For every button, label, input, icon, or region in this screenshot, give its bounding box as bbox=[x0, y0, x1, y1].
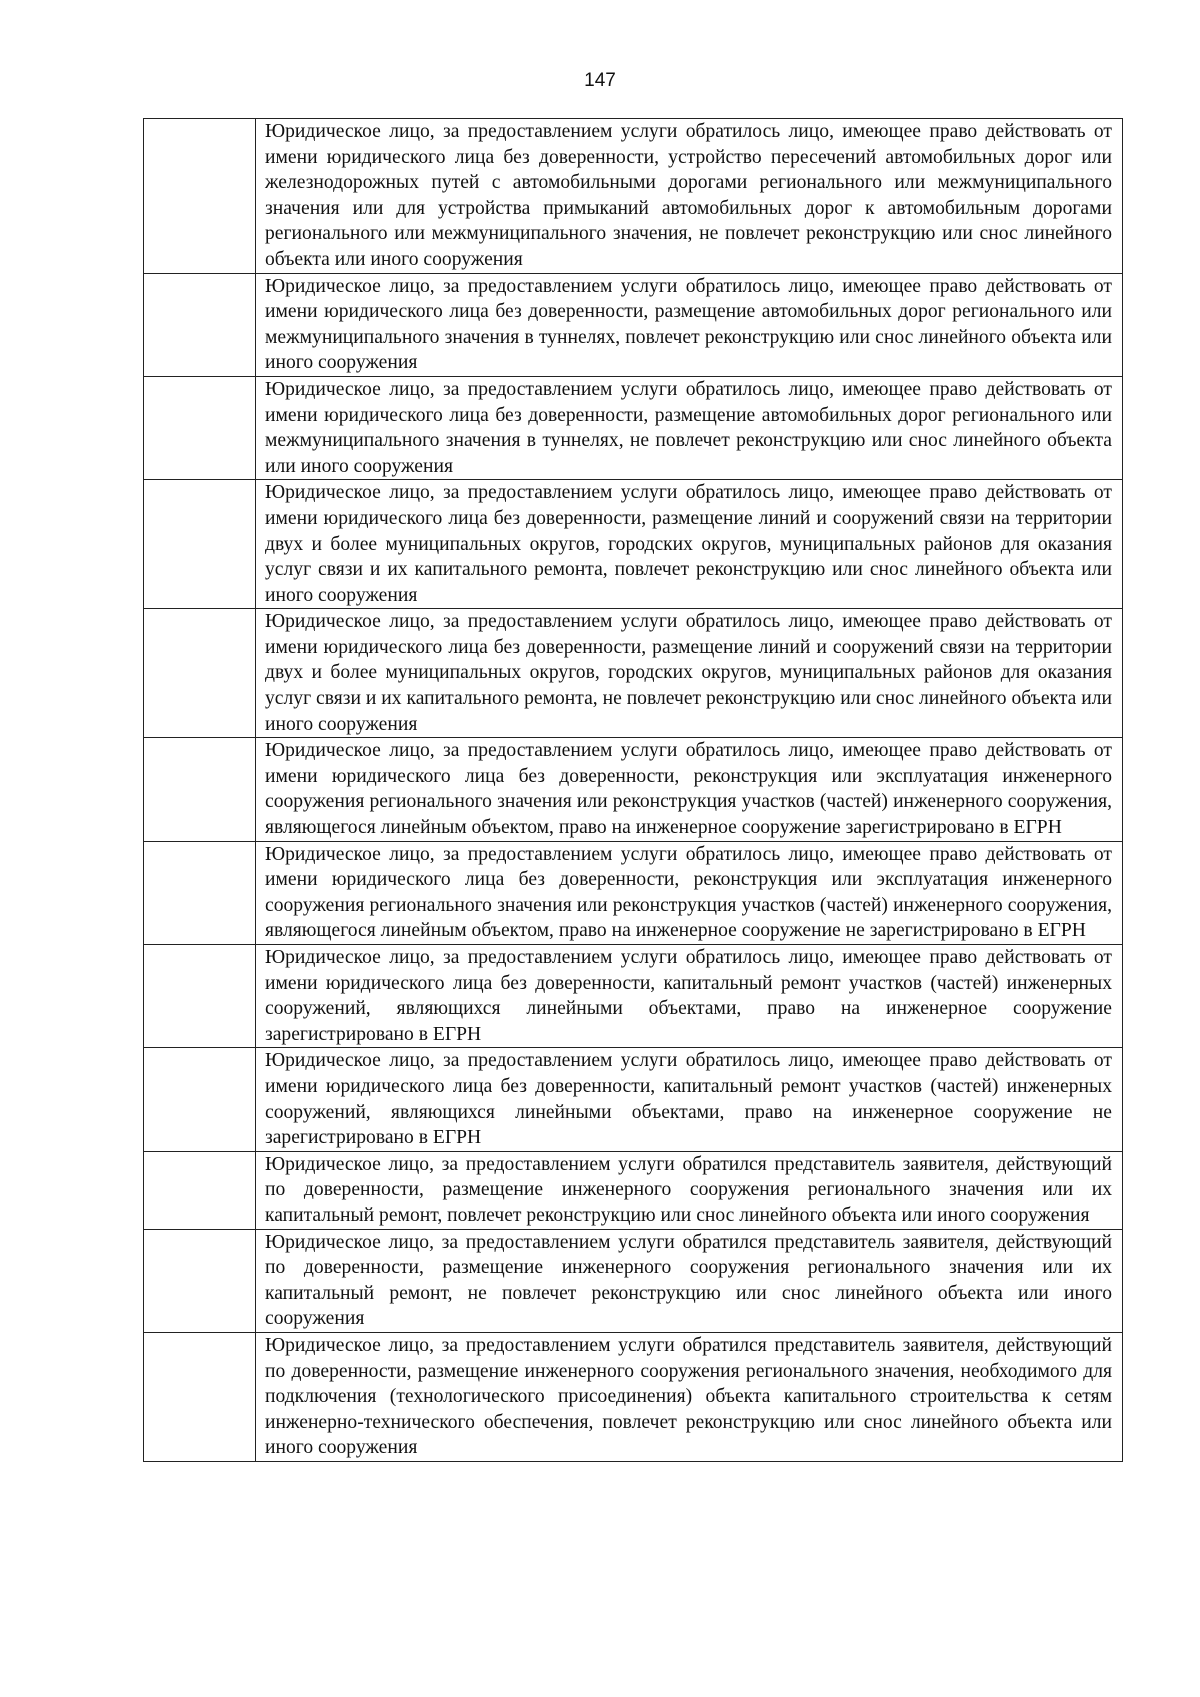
row-code-cell bbox=[144, 1151, 256, 1229]
row-description-cell: Юридическое лицо, за предоставлением услуги обратилось лицо, имеющее право действовать от имени юридического лица без доверенности, размещение линий и сооружений связи на территории двух и более муниципальных округов, городских округов, муниципальных районов для оказания услуг связи и их капитального ремонта, не повлечет реконструкцию или снос линейного объекта или иного сооружения bbox=[256, 609, 1123, 738]
table-row bbox=[144, 841, 1123, 944]
row-code-cell bbox=[144, 1332, 256, 1461]
table-row bbox=[144, 273, 1123, 376]
row-code-cell bbox=[144, 273, 256, 376]
table-row bbox=[144, 1151, 1123, 1229]
row-code-cell bbox=[144, 609, 256, 738]
row-code-cell bbox=[144, 841, 256, 944]
row-description-cell: Юридическое лицо, за предоставлением услуги обратилось лицо, имеющее право действовать от имени юридического лица без доверенности, размещение линий и сооружений связи на территории двух и более муниципальных округов, городских округов, муниципальных районов для оказания услуг связи и их капитального ремонта, повлечет реконструкцию или снос линейного объекта или иного сооружения bbox=[256, 480, 1123, 609]
row-code-cell bbox=[144, 945, 256, 1048]
row-description-cell: Юридическое лицо, за предоставлением услуги обратилось лицо, имеющее право действовать от имени юридического лица без доверенности, размещение автомобильных дорог регионального или межмуниципального значения в туннелях, повлечет реконструкцию или снос линейного объекта или иного сооружения bbox=[256, 273, 1123, 376]
row-code-cell bbox=[144, 119, 256, 274]
row-description-cell: Юридическое лицо, за предоставлением услуги обратился представитель заявителя, действующий по доверенности, размещение инженерного сооружения регионального значения, необходимого для подключения (технологического присоединения) объекта капитального строительства к сетям инженерно-технического обеспечения, повлечет реконструкцию или снос линейного объекта или иного сооружения bbox=[256, 1332, 1123, 1461]
row-code-cell bbox=[144, 738, 256, 841]
table-row bbox=[144, 1048, 1123, 1151]
row-code-cell bbox=[144, 1229, 256, 1332]
row-description-cell: Юридическое лицо, за предоставлением услуги обратилось лицо, имеющее право действовать от имени юридического лица без доверенности, размещение автомобильных дорог регионального или межмуниципального значения в туннелях, не повлечет реконструкцию или снос линейного объекта или иного сооружения bbox=[256, 376, 1123, 479]
table-row bbox=[144, 1229, 1123, 1332]
row-description-cell: Юридическое лицо, за предоставлением услуги обратилось лицо, имеющее право действовать от имени юридического лица без доверенности, капитальный ремонт участков (частей) инженерных сооружений, являющихся линейными объектами, право на инженерное сооружение зарегистрировано в ЕГРН bbox=[256, 945, 1123, 1048]
table-row bbox=[144, 119, 1123, 274]
table-row bbox=[144, 376, 1123, 479]
table-row bbox=[144, 945, 1123, 1048]
table-body bbox=[144, 119, 1123, 1462]
document-table bbox=[143, 118, 1123, 1462]
row-code-cell bbox=[144, 376, 256, 479]
page-number: 147 bbox=[584, 70, 616, 91]
table-row bbox=[144, 609, 1123, 738]
row-code-cell bbox=[144, 1048, 256, 1151]
table-row bbox=[144, 480, 1123, 609]
table-row bbox=[144, 738, 1123, 841]
row-description-cell: Юридическое лицо, за предоставлением услуги обратилось лицо, имеющее право действовать от имени юридического лица без доверенности, устройство пересечений автомобильных дорог или железнодорожных путей с автомобильными дорогами регионального или межмуниципального значения или для устройства примыканий автомобильных дорог к автомобильным дорогами регионального или межмуниципального значения, не повлечет реконструкцию или снос линейного объекта или иного сооружения bbox=[256, 119, 1123, 274]
row-description-cell: Юридическое лицо, за предоставлением услуги обратился представитель заявителя, действующий по доверенности, размещение инженерного сооружения регионального значения или их капитальный ремонт, не повлечет реконструкцию или снос линейного объекта или иного сооружения bbox=[256, 1229, 1123, 1332]
row-code-cell bbox=[144, 480, 256, 609]
row-description-cell: Юридическое лицо, за предоставлением услуги обратился представитель заявителя, действующий по доверенности, размещение инженерного сооружения регионального значения или их капитальный ремонт, повлечет реконструкцию или снос линейного объекта или иного сооружения bbox=[256, 1151, 1123, 1229]
row-description-cell: Юридическое лицо, за предоставлением услуги обратилось лицо, имеющее право действовать от имени юридического лица без доверенности, реконструкция или эксплуатация инженерного сооружения регионального значения или реконструкция участков (частей) инженерного сооружения, являющегося линейным объектом, право на инженерное сооружение зарегистрировано в ЕГРН bbox=[256, 738, 1123, 841]
row-description-cell: Юридическое лицо, за предоставлением услуги обратилось лицо, имеющее право действовать от имени юридического лица без доверенности, капитальный ремонт участков (частей) инженерных сооружений, являющихся линейными объектами, право на инженерное сооружение не зарегистрировано в ЕГРН bbox=[256, 1048, 1123, 1151]
table-row bbox=[144, 1332, 1123, 1461]
row-description-cell: Юридическое лицо, за предоставлением услуги обратилось лицо, имеющее право действовать от имени юридического лица без доверенности, реконструкция или эксплуатация инженерного сооружения регионального значения или реконструкция участков (частей) инженерного сооружения, являющегося линейным объектом, право на инженерное сооружение не зарегистрировано в ЕГРН bbox=[256, 841, 1123, 944]
